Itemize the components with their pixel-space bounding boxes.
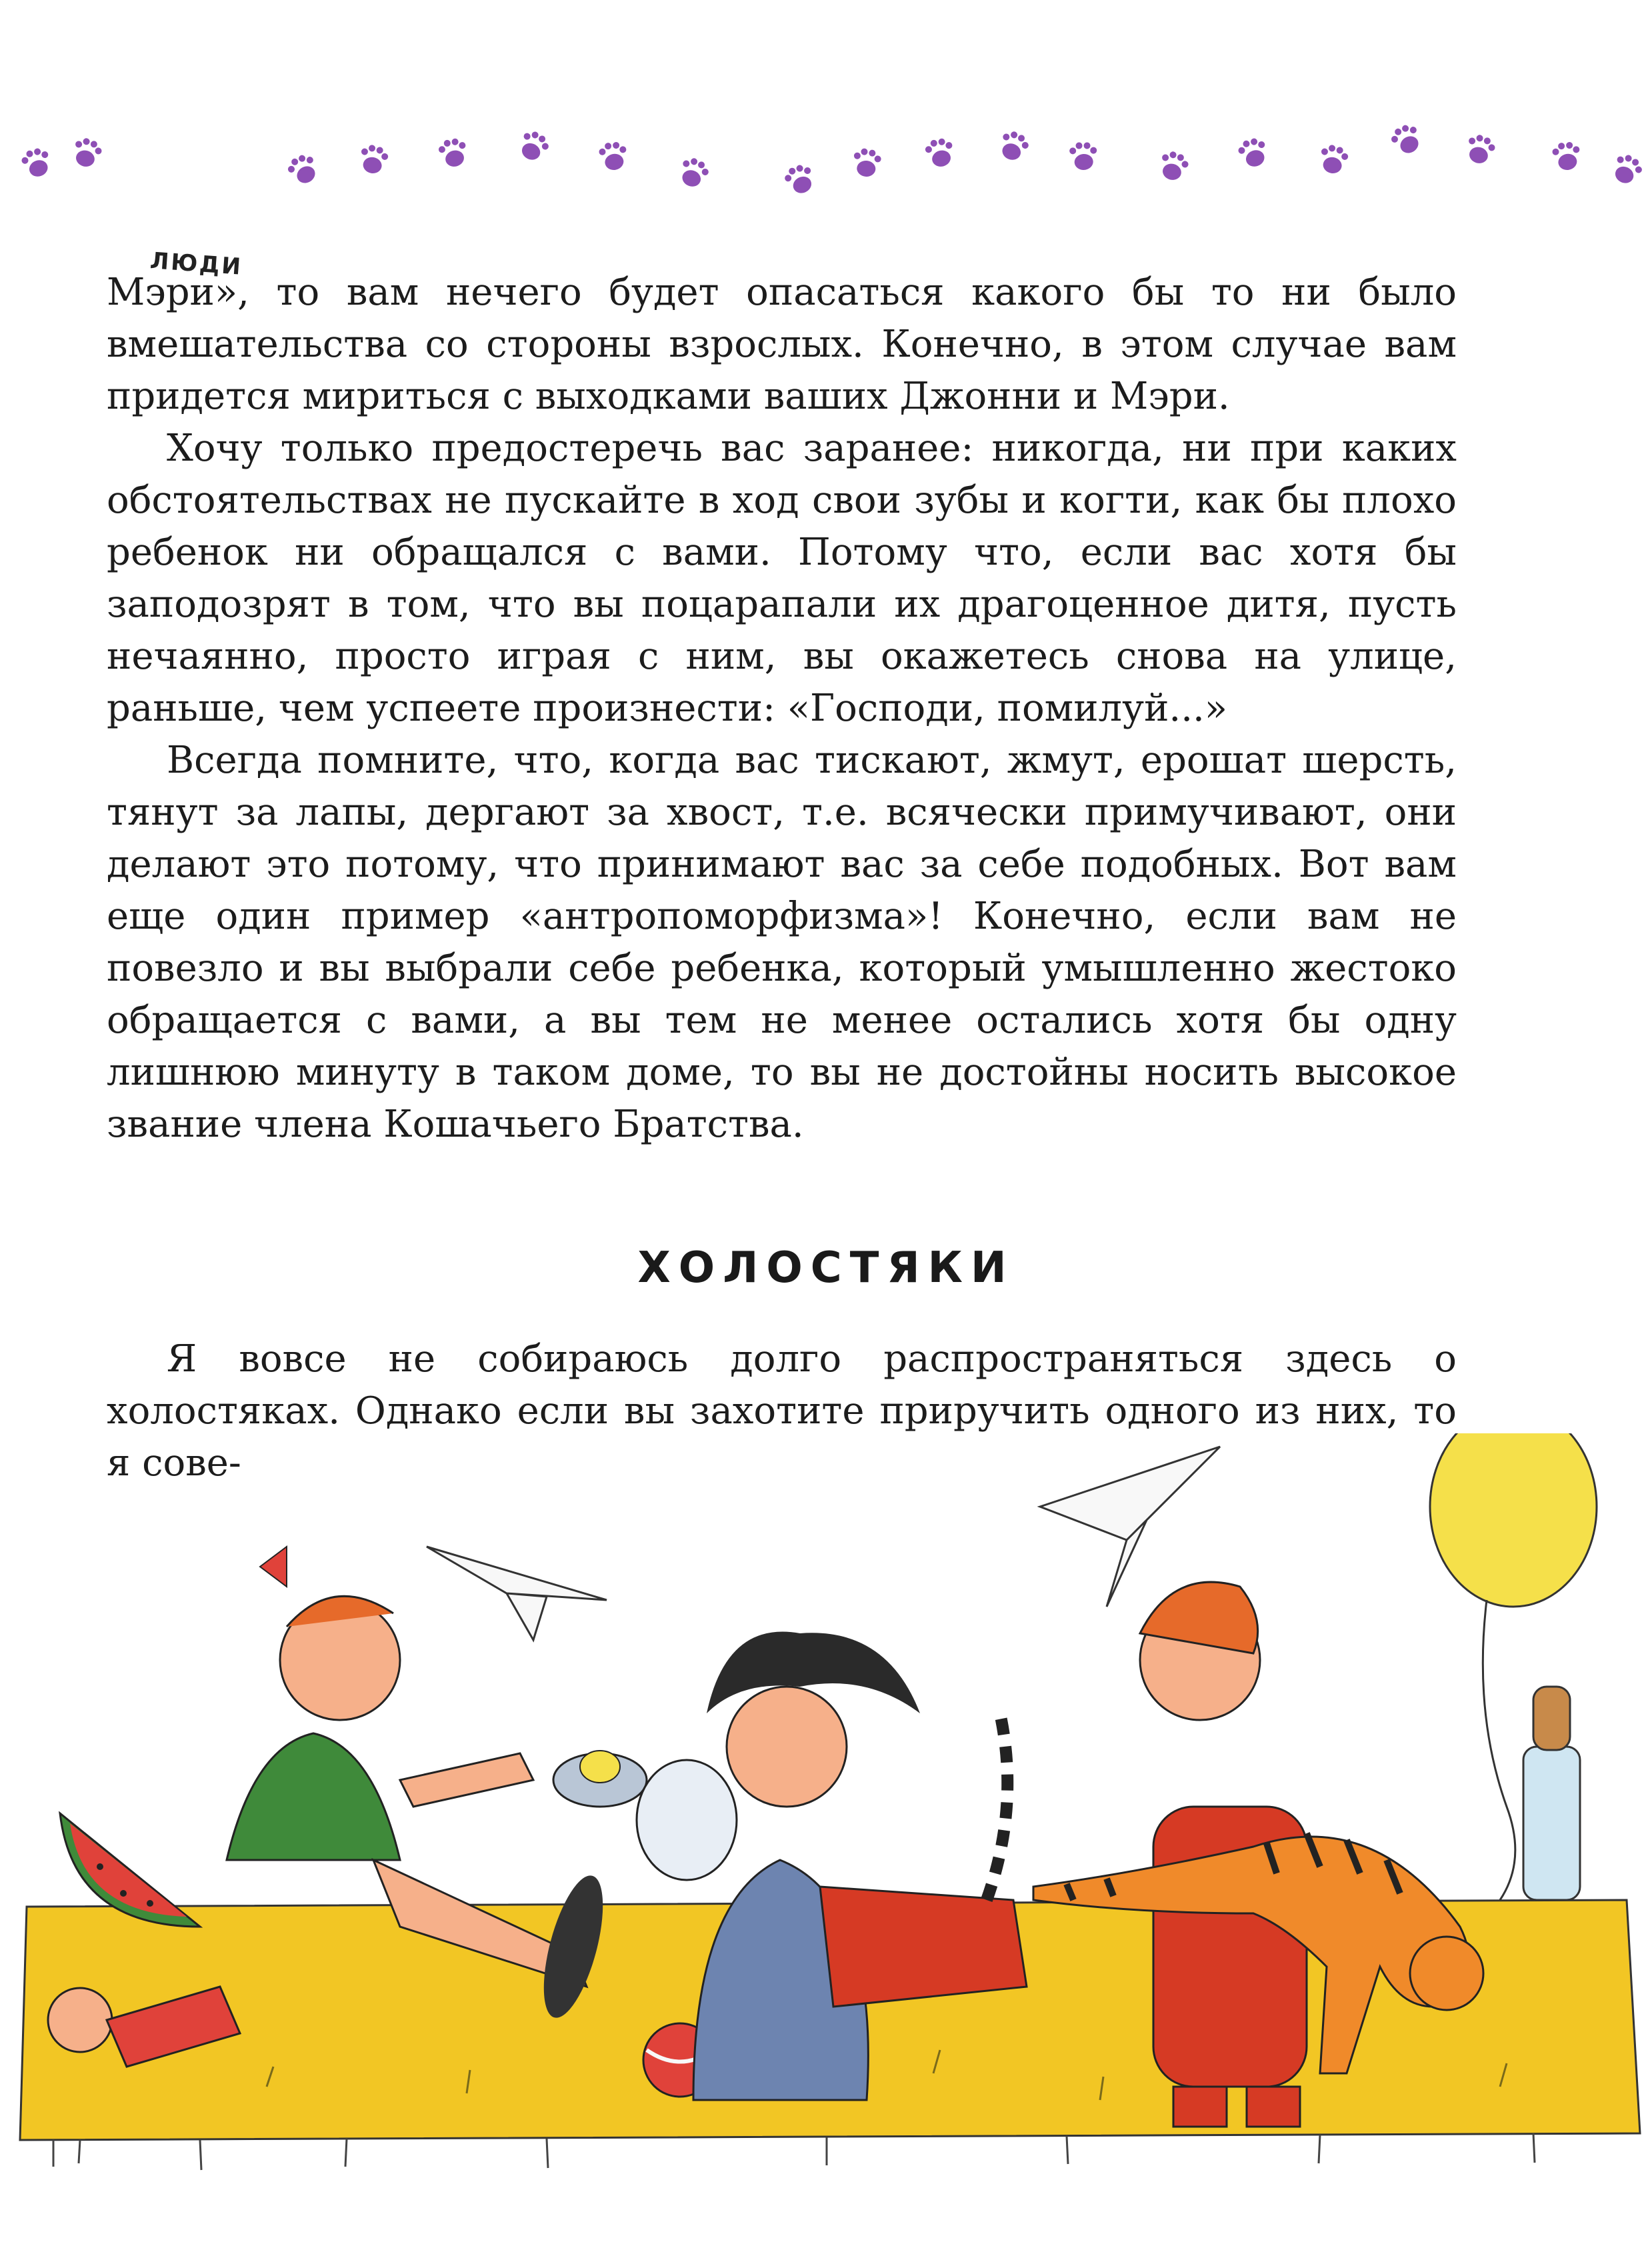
paw-prints-decoration	[0, 100, 1652, 220]
section-title: ХОЛОСТЯКИ	[637, 1243, 1015, 1293]
section-paragraph: Я вовсе не собираюсь долго распространяться здесь о холостяках. Однако если вы захотите приручить одного из них, то я сове-	[107, 1337, 1457, 1485]
paragraph-3: Всегда помните, что, когда вас тискают, жмут, ерошат шерсть, тянут за лапы, дергают за хвост, т.е. всячески примучивают, они делают это потому, что принимают вас за себе подобных. Вот вам еще один пример «антропоморфизма»! Конечно, если вам не повезло и вы выбрали себе ребенка, который умышленно жестоко обращается с вами, а вы тем не менее остались хотя бы одну лишнюю минуту в таком доме, то вы не достойны носить высокое звание члена Кошачьего Братства.	[107, 739, 1457, 1146]
paper-plane-left	[427, 1547, 607, 1640]
running-head: ЛЮДИ	[149, 247, 244, 281]
main-text	[107, 267, 1457, 1151]
children-with-cats-illustration	[0, 1433, 1652, 2243]
paragraph-2: Хочу только предостеречь вас заранее: никогда, ни при каких обстоятельствах не пускайте в ход свои зубы и когти, как бы плохо ребенок ни обращался с вами. Потому что, если вас хотя бы заподозрят в том, что вы поцарапали их драгоценное дитя, пусть нечаянно, просто играя с ним, вы окажетесь снова на улице, раньше, чем успеете произнести: «Господи, помилуй...»	[107, 427, 1457, 730]
paw-print-header	[0, 100, 1652, 281]
paragraph-1: Мэри», то вам нечего будет опасаться какого бы то ни было вмешательства со стороны взрослых. Конечно, в этом случае вам придется мириться с выходками ваших Джонни и Мэри.	[107, 271, 1457, 418]
paper-plane-right	[1040, 1447, 1220, 1607]
illustration	[0, 1433, 1652, 2243]
baby-bottle	[1523, 1687, 1580, 1900]
